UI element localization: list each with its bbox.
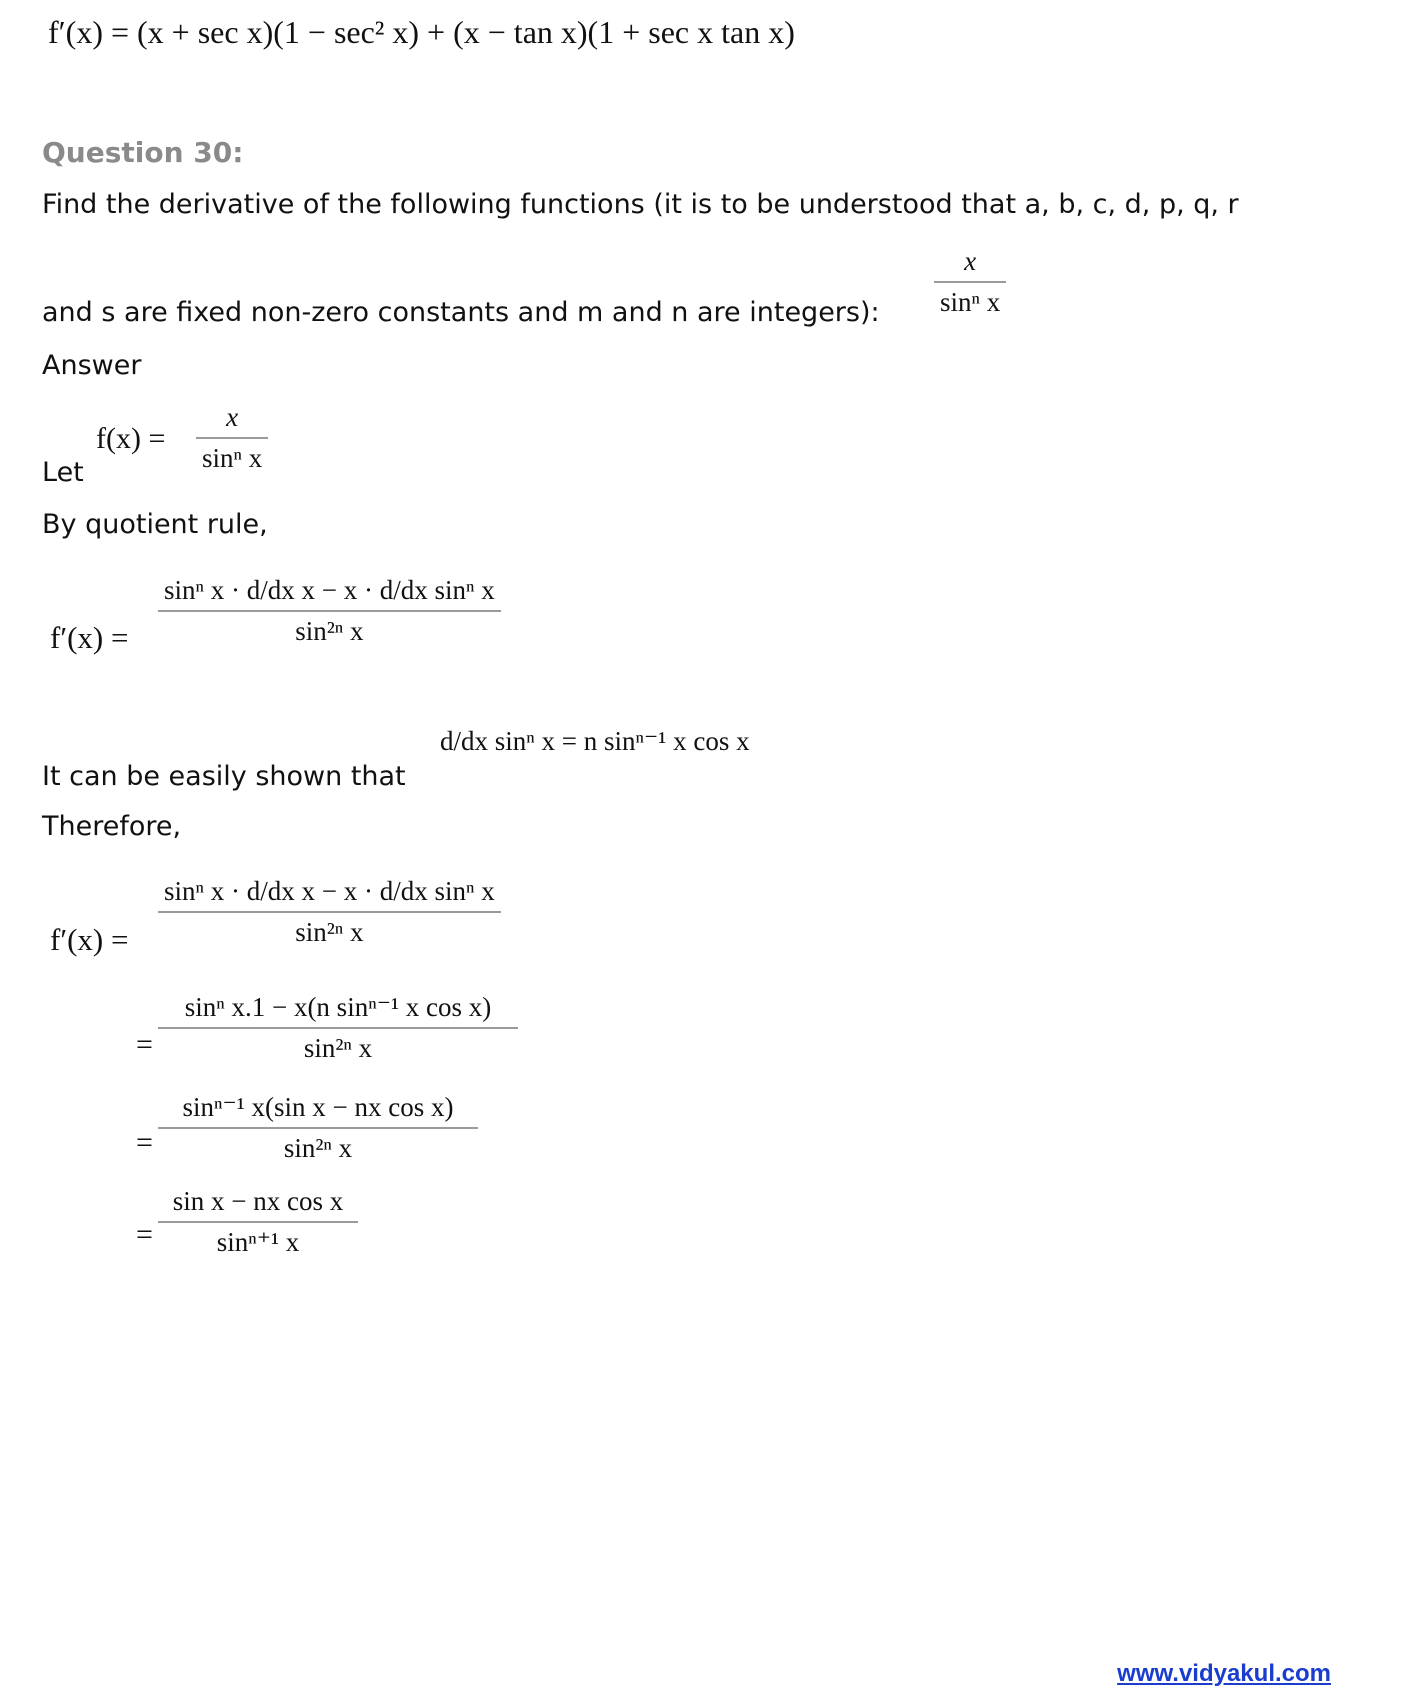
fraction-numerator: sin x − nx cos x [172,1186,344,1216]
fraction-denominator: sinⁿ⁺¹ x [158,1221,358,1258]
fraction-numerator: sinⁿ x · d/dx x − x · d/dx sinⁿ x [164,575,495,605]
question-line-2: and s are fixed non-zero constants and m and n are integers): [42,297,880,328]
shown-text: It can be easily shown that [42,761,406,792]
question-function-fraction [934,246,1006,318]
step3-fraction [158,1092,478,1164]
quotient-rule-text: By quotient rule, [42,509,268,540]
step4-fraction [158,1186,358,1258]
step1-fraction [158,876,501,948]
fraction-numerator: x [226,402,239,432]
let-fraction [196,402,268,474]
fprime-lhs-2: f′(x) = [50,922,129,957]
fraction-denominator: sinⁿ x [934,281,1006,318]
top-equation: f′(x) = (x + sec x)(1 − sec² x) + (x − tan x)(1 + sec x tan x) [48,14,795,50]
fraction-denominator: sin²ⁿ x [158,1027,518,1064]
equals-sign: = [136,1028,153,1061]
footer-website-link[interactable]: www.vidyakul.com [1117,1660,1331,1687]
equals-sign: = [136,1126,153,1159]
shown-formula: d/dx sinⁿ x = n sinⁿ⁻¹ x cos x [440,726,750,756]
quotient-fraction [158,575,501,647]
question-line-1: Find the derivative of the following functions (it is to be understood that a, b, c, d, p, q, r [42,189,1239,220]
answer-label: Answer [42,350,142,381]
fraction-numerator: x [964,246,977,276]
fraction-denominator: sinⁿ x [196,437,268,474]
step2-fraction [158,992,518,1064]
therefore-text: Therefore, [42,811,182,842]
fraction-denominator: sin²ⁿ x [158,911,501,948]
equals-sign: = [136,1218,153,1251]
fraction-numerator: sinⁿ⁻¹ x(sin x − nx cos x) [182,1092,454,1122]
let-label: Let [42,457,84,488]
fraction-numerator: sinⁿ x.1 − x(n sinⁿ⁻¹ x cos x) [184,992,492,1022]
fprime-lhs-1: f′(x) = [50,620,129,655]
let-lhs: f(x) = [96,422,166,455]
fraction-denominator: sin²ⁿ x [158,1127,478,1164]
fraction-denominator: sin²ⁿ x [158,610,501,647]
fraction-numerator: sinⁿ x · d/dx x − x · d/dx sinⁿ x [164,876,495,906]
question-heading: Question 30: [42,136,244,169]
